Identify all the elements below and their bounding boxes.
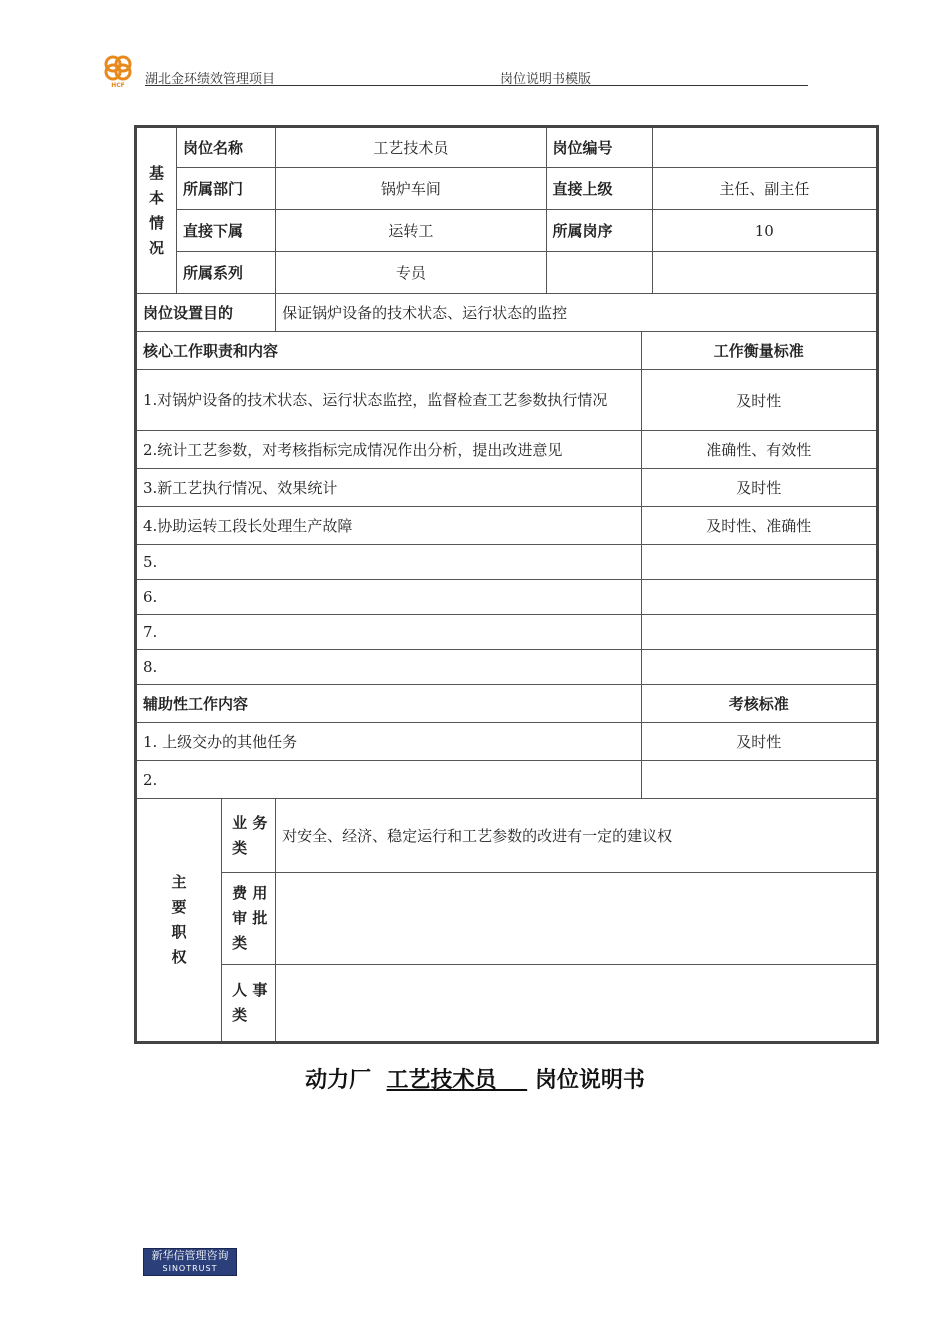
core-duty-row-standard: 及时性 <box>641 469 877 507</box>
core-duty-row-standard: 及时性 <box>641 370 877 431</box>
subordinate-value: 运转工 <box>276 210 546 252</box>
basic-section-label: 基 本 情 况 <box>136 127 177 294</box>
header-project-name: 湖北金环绩效管理项目 <box>145 72 276 87</box>
series-label: 所属系列 <box>177 252 276 294</box>
position-name-value: 工艺技术员 <box>276 127 546 168</box>
core-duty-row-text: 4.协助运转工段长处理生产故障 <box>136 507 642 545</box>
core-duty-row-text: 8. <box>136 650 642 685</box>
page-header <box>100 52 808 86</box>
superior-label: 直接上级 <box>546 168 652 210</box>
core-duty-row-standard <box>641 545 877 580</box>
hcf-logo-icon <box>100 52 136 88</box>
empty-cell <box>652 252 877 294</box>
personnel-authority-text <box>276 965 878 1043</box>
expense-authority-text <box>276 873 878 965</box>
core-duty-row-standard: 准确性、有效性 <box>641 431 877 469</box>
core-duty-row-text: 5. <box>136 545 642 580</box>
series-value: 专员 <box>276 252 546 294</box>
department-value: 锅炉车间 <box>276 168 546 210</box>
auxiliary-header: 辅助性工作内容 <box>136 685 642 723</box>
business-category-label: 业 务 类 <box>222 799 276 873</box>
svg-text:HCF: HCF <box>111 82 125 88</box>
authority-section-label: 主 要 职 权 <box>136 799 222 1043</box>
job-description-table <box>134 125 879 1044</box>
core-duty-row-text: 3.新工艺执行情况、效果统计 <box>136 469 642 507</box>
empty-cell <box>546 252 652 294</box>
core-duty-row-text: 1.对锅炉设备的技术状态、运行状态监控，监督检查工艺参数执行情况 <box>136 370 642 431</box>
core-duties-header: 核心工作职责和内容 <box>136 332 642 370</box>
header-divider <box>145 85 808 86</box>
superior-value: 主任、副主任 <box>652 168 877 210</box>
auxiliary-row-standard: 及时性 <box>641 723 877 761</box>
position-name-label: 岗位名称 <box>177 127 276 168</box>
department-label: 所属部门 <box>177 168 276 210</box>
core-duty-row-standard <box>641 650 877 685</box>
sequence-label: 所属岗序 <box>546 210 652 252</box>
auxiliary-row-standard <box>641 761 877 799</box>
auxiliary-row-text: 2. <box>136 761 642 799</box>
core-duty-row-standard <box>641 615 877 650</box>
sinotrust-logo: 新华信管理咨询 SINOTRUST <box>143 1248 237 1276</box>
expense-category-label: 费 用 审 批 类 <box>222 873 276 965</box>
core-standard-header: 工作衡量标准 <box>641 332 877 370</box>
core-duty-row-standard: 及时性、准确性 <box>641 507 877 545</box>
auxiliary-standard-header: 考核标准 <box>641 685 877 723</box>
purpose-label: 岗位设置目的 <box>136 294 276 332</box>
core-duty-row-text: 2.统计工艺参数，对考核指标完成情况作出分析，提出改进意见 <box>136 431 642 469</box>
sequence-value: 10 <box>652 210 877 252</box>
position-code-label: 岗位编号 <box>546 127 652 168</box>
document-title: 动力厂 工艺技术员 岗位说明书 <box>305 1068 645 1093</box>
subordinate-label: 直接下属 <box>177 210 276 252</box>
core-duty-row-standard <box>641 580 877 615</box>
auxiliary-row-text: 1. 上级交办的其他任务 <box>136 723 642 761</box>
core-duty-row-text: 6. <box>136 580 642 615</box>
purpose-text: 保证锅炉设备的技术状态、运行状态的监控 <box>276 294 878 332</box>
header-doc-type: 岗位说明书模版 <box>500 72 592 87</box>
position-code-value <box>652 127 877 168</box>
personnel-category-label: 人 事 类 <box>222 965 276 1043</box>
business-authority-text: 对安全、经济、稳定运行和工艺参数的改进有一定的建议权 <box>276 799 878 873</box>
core-duty-row-text: 7. <box>136 615 642 650</box>
